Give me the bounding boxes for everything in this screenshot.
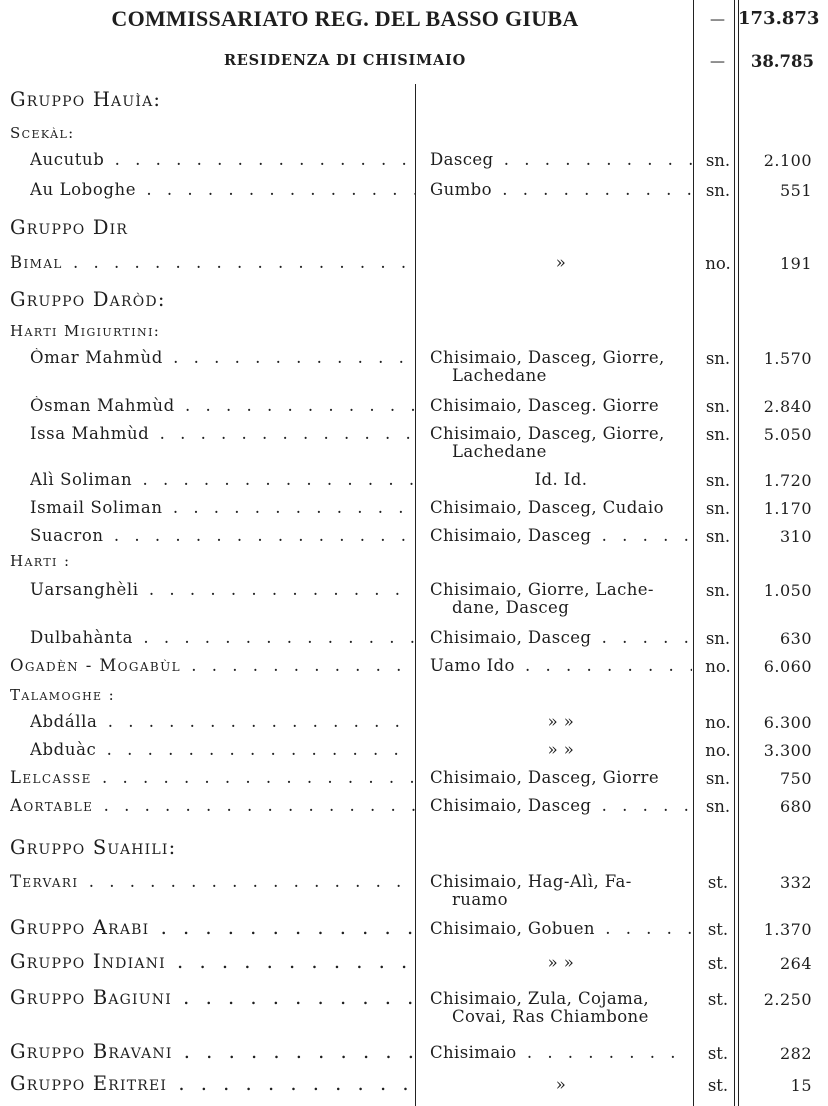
row-location [430,581,692,617]
row-settlement-type: st. [707,873,729,892]
row-population: 2.100 [763,151,812,170]
row-location [430,151,692,169]
row-location [430,741,692,759]
row-location [430,713,692,731]
row-population: 680 [779,797,812,816]
row-settlement-type: sn. [705,425,731,444]
row-location-continuation: Lachedane [452,442,547,461]
row-location [430,797,692,815]
row-population: 1.720 [763,471,812,490]
row-name: Au Loboghe . . . [30,180,415,199]
row-location [430,527,692,545]
row-location [430,425,692,461]
row-name: Òsman Mahmùd . . . [30,396,415,415]
row-population: 630 [779,629,812,648]
row-name: Aortable . . . [10,796,415,815]
row-population: 6.300 [763,713,812,732]
row-location-line: Chisimaio . . . [430,1044,692,1062]
row-settlement-type: sn. [705,769,731,788]
row-name: Scekàl: [10,124,75,142]
row-location [430,349,692,385]
row-population: 6.060 [763,657,812,676]
row-population: 332 [779,873,812,892]
rule-location-type [693,0,694,1106]
row-name: Tervari . . . [10,872,415,891]
row-location-line: Id. Id. [534,471,588,489]
row-location-continuation: dane, Dasceg [452,598,570,617]
page-title: COMMISSARIATO REG. DEL BASSO GIUBA [111,6,579,31]
row-population: 750 [779,769,812,788]
row-settlement-type: no. [705,713,731,732]
row-location-line: » [555,254,567,272]
row-name: Gruppo Bravani . . . [10,1040,415,1063]
row-location [430,920,692,938]
row-name: Talamoghe : [10,686,116,704]
row-location-line: » [555,1076,567,1094]
row-name: Lelcasse . . . [10,768,415,787]
row-location-line: Chisimaio, Giorre, Lache- [430,581,654,599]
row-name: Aucutub . . . [30,150,415,169]
row-settlement-type: sn. [705,527,731,546]
row-name: Abduàc . . . [30,740,415,759]
row-location-line: » » [547,741,575,759]
row-settlement-type: st. [707,1076,729,1095]
row-location [430,657,692,675]
row-settlement-type: no. [705,657,731,676]
row-settlement-type: sn. [705,499,731,518]
row-location-line: » » [547,713,575,731]
row-population: 282 [779,1044,812,1063]
row-location-line: Chisimaio, Gobuen . . . [430,920,692,938]
row-name: Ogadèn - Mogabùl . . . [10,656,415,675]
row-location-line: Chisimaio, Dasceg. Giorre [430,397,659,415]
row-population: 1.170 [763,499,812,518]
row-settlement-type: sn. [705,471,731,490]
row-location [430,954,692,972]
row-population: 15 [790,1076,812,1095]
row-name: Issa Mahmùd . . . [30,424,415,443]
row-location-line: Chisimaio, Dasceg . . . [430,527,692,545]
row-settlement-type: sn. [705,581,731,600]
row-name: Alì Soliman . . . [30,470,415,489]
row-location [430,990,692,1026]
row-location [430,397,692,415]
row-location-line: » » [547,954,575,972]
row-settlement-type: st. [707,990,729,1009]
row-population: 1.570 [763,349,812,368]
row-population: 1.050 [763,581,812,600]
row-location [430,1076,692,1094]
title-dash: — [710,10,725,28]
row-location [430,769,692,787]
row-population: 310 [779,527,812,546]
row-name: Harti : [10,552,71,570]
row-name: Bimal . . . [10,253,415,272]
row-location-line: Uamo Ido . . . [430,657,692,675]
row-location-line: Dasceg . . . [430,151,692,169]
row-location [430,471,692,489]
subtitle-dash: — [710,52,725,70]
row-population: 5.050 [763,425,812,444]
row-location-line: Chisimaio, Dasceg . . . [430,797,692,815]
row-population: 551 [779,181,812,200]
row-settlement-type: no. [705,741,731,760]
row-location-line: Chisimaio, Zula, Cojama, [430,990,649,1008]
row-location [430,873,692,909]
row-location [430,181,692,199]
row-name: Gruppo Daròd: [10,288,166,311]
row-settlement-type: sn. [705,349,731,368]
row-location [430,629,692,647]
row-location-line: Chisimaio, Dasceg, Cudaio [430,499,664,517]
row-settlement-type: st. [707,954,729,973]
row-name: Ismail Soliman . . . [30,498,415,517]
row-location-line: Chisimaio, Dasceg, Giorre [430,769,659,787]
row-location [430,499,692,517]
row-location-continuation: ruamo [452,890,508,909]
row-population: 191 [779,254,812,273]
rule-name-location [415,84,416,1106]
row-settlement-type: no. [705,254,731,273]
row-name: Gruppo Bagiuni . . . [10,986,415,1009]
row-population: 264 [779,954,812,973]
row-name: Suacron . . . [30,526,415,545]
row-name: Gruppo Hauìa: [10,88,162,111]
row-name: Òmar Mahmùd . . . [30,348,415,367]
subtitle-total: 38.785 [750,52,814,71]
row-name: Gruppo Arabi . . . [10,916,415,939]
row-name: Gruppo Eritrei . . . [10,1072,415,1095]
row-name: Gruppo Dir [10,216,129,239]
row-name: Gruppo Indiani . . . [10,950,415,973]
row-settlement-type: sn. [705,797,731,816]
row-settlement-type: sn. [705,181,731,200]
row-name: Harti Migiurtini: [10,322,161,340]
row-location-line: Gumbo . . . [430,181,692,199]
row-settlement-type: sn. [705,151,731,170]
row-name: Uarsanghèli . . . [30,580,415,599]
page-subtitle: RESIDENZA DI CHISIMAIO [223,52,467,69]
row-name: Dulbahànta . . . [30,628,415,647]
row-settlement-type: st. [707,920,729,939]
row-settlement-type: sn. [705,397,731,416]
row-location-line: Chisimaio, Dasceg . . . [430,629,692,647]
row-population: 1.370 [763,920,812,939]
row-location-line: Chisimaio, Hag-Alì, Fa- [430,873,632,891]
row-location-line: Chisimaio, Dasceg, Giorre, [430,425,665,443]
row-name: Gruppo Suahili: [10,836,177,859]
row-population: 3.300 [763,741,812,760]
row-location-continuation: Covai, Ras Chiambone [452,1007,649,1026]
row-name: Abdálla . . . [30,712,415,731]
row-location-line: Chisimaio, Dasceg, Giorre, [430,349,665,367]
row-location-continuation: Lachedane [452,366,547,385]
row-settlement-type: sn. [705,629,731,648]
row-settlement-type: st. [707,1044,729,1063]
row-population: 2.250 [763,990,812,1009]
title-total: 173.873 [738,8,820,29]
row-location [430,1044,692,1062]
row-location [430,254,692,272]
row-population: 2.840 [763,397,812,416]
